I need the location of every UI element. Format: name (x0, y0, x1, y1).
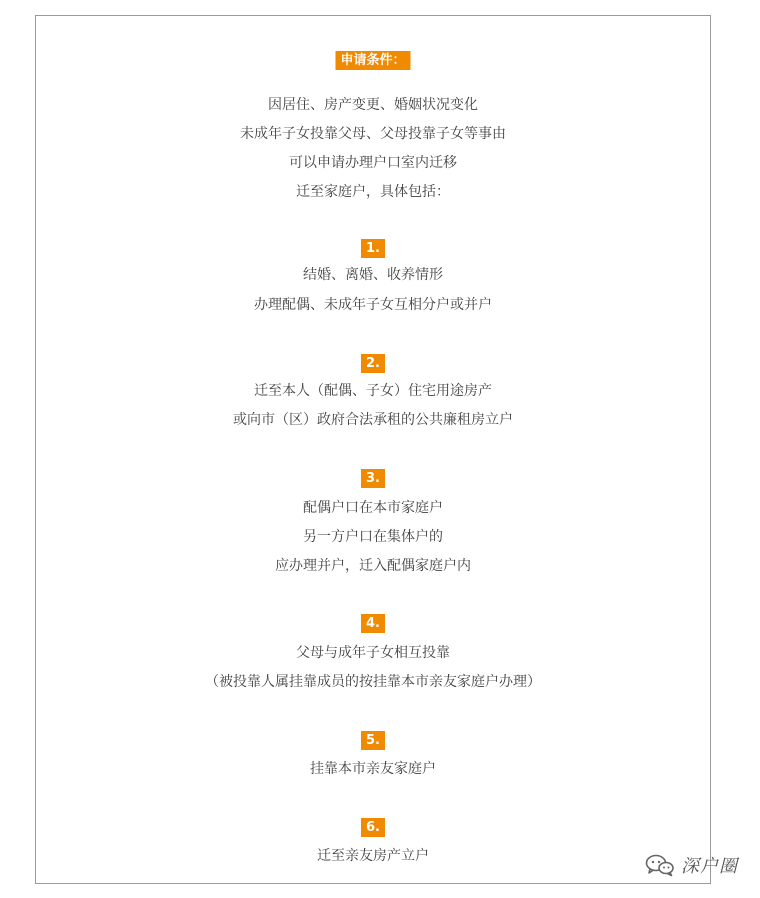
item-2-line: 迁至本人（配偶、子女）住宅用途房产 (254, 383, 492, 399)
intro-line: 未成年子女投靠父母、父母投靠子女等事由 (240, 126, 506, 142)
item-2-line: 或向市（区）政府合法承租的公共廉租房立户 (233, 412, 513, 428)
section-tag-conditions: 申请条件： (335, 51, 410, 70)
item-number-5: 5. (361, 731, 385, 750)
item-4-line: 父母与成年子女相互投靠 (296, 645, 450, 661)
item-5-line: 挂靠本市亲友家庭户 (310, 761, 436, 777)
item-number-4: 4. (361, 614, 385, 633)
wechat-icon (645, 853, 675, 877)
item-1-line: 办理配偶、未成年子女互相分户或并户 (254, 297, 492, 313)
watermark (645, 852, 738, 878)
item-3-line: 配偶户口在本市家庭户 (303, 500, 443, 516)
item-6-line: 迁至亲友房产立户 (317, 848, 429, 864)
content-frame (35, 15, 711, 884)
item-4-line: （被投靠人属挂靠成员的按挂靠本市亲友家庭户办理） (205, 674, 541, 690)
intro-line: 可以申请办理户口室内迁移 (289, 155, 457, 171)
item-number-1: 1. (361, 239, 385, 258)
intro-line: 因居住、房产变更、婚姻状况变化 (268, 97, 478, 113)
watermark-text: 深户圈 (681, 856, 738, 877)
item-3-line: 应办理并户，迁入配偶家庭户内 (275, 558, 471, 574)
item-1-line: 结婚、离婚、收养情形 (303, 267, 443, 283)
item-number-3: 3. (361, 469, 385, 488)
item-number-6: 6. (361, 818, 385, 837)
intro-line: 迁至家庭户，具体包括： (296, 184, 450, 200)
item-3-line: 另一方户口在集体户的 (303, 529, 443, 545)
item-number-2: 2. (361, 354, 385, 373)
